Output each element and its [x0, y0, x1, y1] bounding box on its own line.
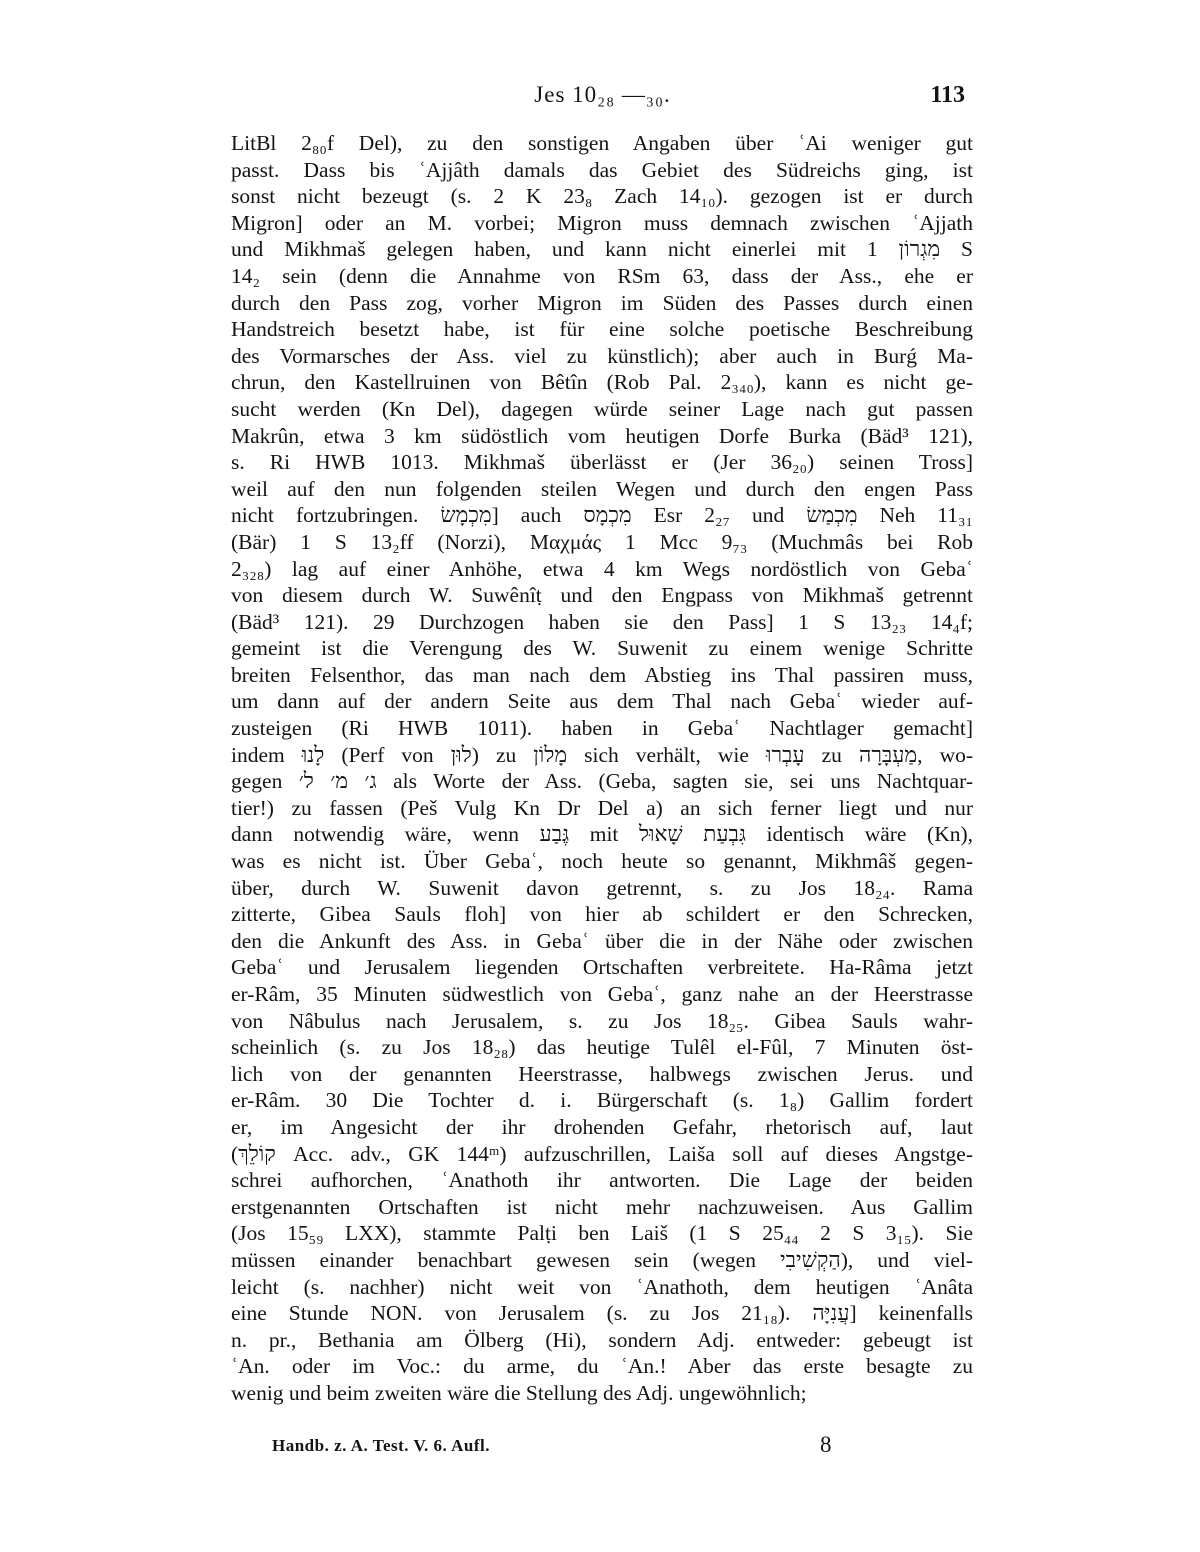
text-line: den die Ankunft des Ass. in Gebaʿ über die in der Nähe oder zwischen — [231, 928, 973, 953]
text-line: nicht fortzubringen. מִכְמָשׂ] auch מִכְמָס Esr 2₂₇ und מִכְמַשׂ Neh 11₃₁ — [231, 503, 973, 528]
text-line: durch den Pass zog, vorher Migron im Süden des Passes durch einen — [231, 290, 973, 315]
text-line: gemeint ist die Verengung des W. Suwenit zu einem wenige Schritte — [231, 636, 973, 661]
text-line: erstgenannten Ortschaften ist nicht mehr nachzuweisen. Aus Gallim — [231, 1194, 973, 1219]
text-line: tier!) zu fassen (Peš Vulg Kn Dr Del a) an sich ferner liegt und nur — [231, 795, 973, 820]
text-line: lich von der genannten Heerstrasse, halbwegs zwischen Jerus. und — [231, 1061, 973, 1086]
text-line: (Bäd³ 121). 29 Durchzogen haben sie den Pass] 1 S 13₂₃ 14₄f; — [231, 609, 973, 634]
text-line: sucht werden (Kn Del), dagegen würde seiner Lage nach gut passen — [231, 396, 973, 421]
text-line: zitterte, Gibea Sauls floh] von hier ab schildert er den Schrecken, — [231, 902, 973, 927]
running-head-title: Jes 10₂₈ —₃₀. — [534, 82, 671, 107]
text-line: müssen einander benachbart gewesen sein (wegen הַקְשִׁיבִי), und viel- — [231, 1247, 973, 1272]
text-line: zusteigen (Ri HWB 1011). haben in Gebaʿ Nachtlager gemacht] — [231, 716, 973, 741]
page-number: 113 — [930, 82, 965, 108]
text-line: LitBl 2₈₀f Del), zu den sonstigen Angaben über ʿAi weniger gut — [231, 131, 973, 155]
running-head — [230, 82, 975, 114]
text-line: schrei aufhorchen, ʿAnathoth ihr antworten. Die Lage der beiden — [231, 1168, 973, 1193]
text-line: um dann auf der andern Seite aus dem Thal nach Gebaʿ wieder auf- — [231, 689, 973, 714]
text-line: leicht (s. nachher) nicht weit von ʿAnathoth, dem heutigen ʿAnâta — [231, 1274, 973, 1299]
text-line: n. pr., Bethania am Ölberg (Hi), sondern Adj. entweder: gebeugt ist — [231, 1327, 973, 1352]
text-line: sonst nicht bezeugt (s. 2 K 23₈ Zach 14₁₀). gezogen ist er durch — [231, 184, 973, 209]
text-line: und Mikhmaš gelegen haben, und kann nicht einerlei mit מִגְרוֹן 1 S — [231, 237, 973, 262]
text-line: chrun, den Kastellruinen von Bêtîn (Rob Pal. 2₃₄₀), kann es nicht ge- — [231, 370, 973, 395]
text-line: dann notwendig wäre, wenn גֶּבַע mit גִּבְעַת שָׁאוּל identisch wäre (Kn), — [231, 822, 973, 847]
text-line: (Jos 15₅₉ LXX), stammte Palṭi ben Laiš (1 S 25₄₄ 2 S 3₁₅). Sie — [231, 1221, 973, 1246]
text-line: eine Stunde NON. von Jerusalem (s. zu Jos 21₁₈). עֲנִיָּה] keinenfalls — [231, 1301, 973, 1326]
text-line: was es nicht ist. Über Gebaʿ, noch heute so genannt, Mikhmâš gegen- — [231, 849, 973, 874]
text-line: Makrûn, etwa 3 km südöstlich vom heutigen Dorfe Burka (Bäd³ 121), — [231, 423, 973, 448]
text-line: wenig und beim zweiten wäre die Stellung des Adj. ungewöhnlich; — [231, 1380, 807, 1405]
text-line: er, im Angesicht der ihr drohenden Gefahr, rhetorisch auf, laut — [231, 1114, 973, 1139]
text-line: Migron] oder an M. vorbei; Migron muss demnach zwischen ʿAjjath — [231, 210, 973, 235]
text-line: er-Râm. 30 Die Tochter d. i. Bürgerschaft (s. 1₈) Gallim fordert — [231, 1088, 973, 1113]
text-line: von Nâbulus nach Jerusalem, s. zu Jos 18₂₅. Gibea Sauls wahr- — [231, 1008, 973, 1033]
text-line: gegen ג׳ מ׳ ל׳ als Worte der Ass. (Geba, sagten sie, sei uns Nachtquar- — [231, 769, 973, 794]
text-line: indem לָנוּ (Perf von לוּן) zu מָלוֹן sich verhält, wie עָבְרוּ zu מַעְבָּרָה, wo- — [231, 742, 973, 767]
text-line: passt. Dass bis ʿAjjâth damals das Gebiet des Südreichs ging, ist — [231, 157, 973, 182]
page-footer — [272, 1432, 872, 1466]
text-line: über, durch W. Suwenit davon getrennt, s. zu Jos 18₂₄. Rama — [231, 875, 973, 900]
text-line: Gebaʿ und Jerusalem liegenden Ortschaften verbreitete. Ha-Râma jetzt — [231, 955, 973, 980]
text-line: breiten Felsenthor, das man nach dem Abstieg ins Thal passiren muss, — [231, 662, 973, 687]
text-line: s. Ri HWB 1013. Mikhmaš überlässt er (Jer 36₂₀) seinen Tross] — [231, 450, 973, 475]
sheet-number: 8 — [820, 1432, 832, 1457]
text-line: von diesem durch W. Suwênîṭ und den Engpass von Mikhmaš getrennt — [231, 583, 973, 608]
text-line: (קוֹלֵךְ Acc. adv., GK 144ᵐ) aufzuschrillen, Laiša soll auf dieses Angstge- — [231, 1141, 973, 1166]
footer-signature: Handb. z. A. Test. V. 6. Aufl. — [272, 1436, 490, 1455]
commentary-body — [231, 130, 973, 1407]
text-line: Handstreich besetzt habe, ist für eine solche poetische Beschreibung — [231, 317, 973, 342]
text-line: ʿAn. oder im Voc.: du arme, du ʿAn.! Aber das erste besagte zu — [231, 1354, 973, 1379]
text-line: er-Râm, 35 Minuten südwestlich von Gebaʿ, ganz nahe an der Heerstrasse — [231, 982, 973, 1006]
text-line: (Bär) 1 S 13₂ff (Norzi), Μαχμάς 1 Mcc 9₇₃ (Muchmâs bei Rob — [231, 529, 973, 554]
text-line: scheinlich (s. zu Jos 18₂₈) das heutige Tulêl el-Fûl, 7 Minuten öst- — [231, 1035, 973, 1060]
text-line: des Vormarsches der Ass. viel zu künstlich); aber auch in Burǵ Ma- — [231, 343, 973, 368]
text-line: weil auf den nun folgenden steilen Wegen und durch den engen Pass — [231, 476, 973, 501]
text-line: 14₂ sein (denn die Annahme von RSm 63, dass der Ass., ehe er — [231, 263, 973, 288]
text-line: 2₃₂₈) lag auf einer Anhöhe, etwa 4 km Wegs nordöstlich von Gebaʿ — [231, 556, 973, 581]
